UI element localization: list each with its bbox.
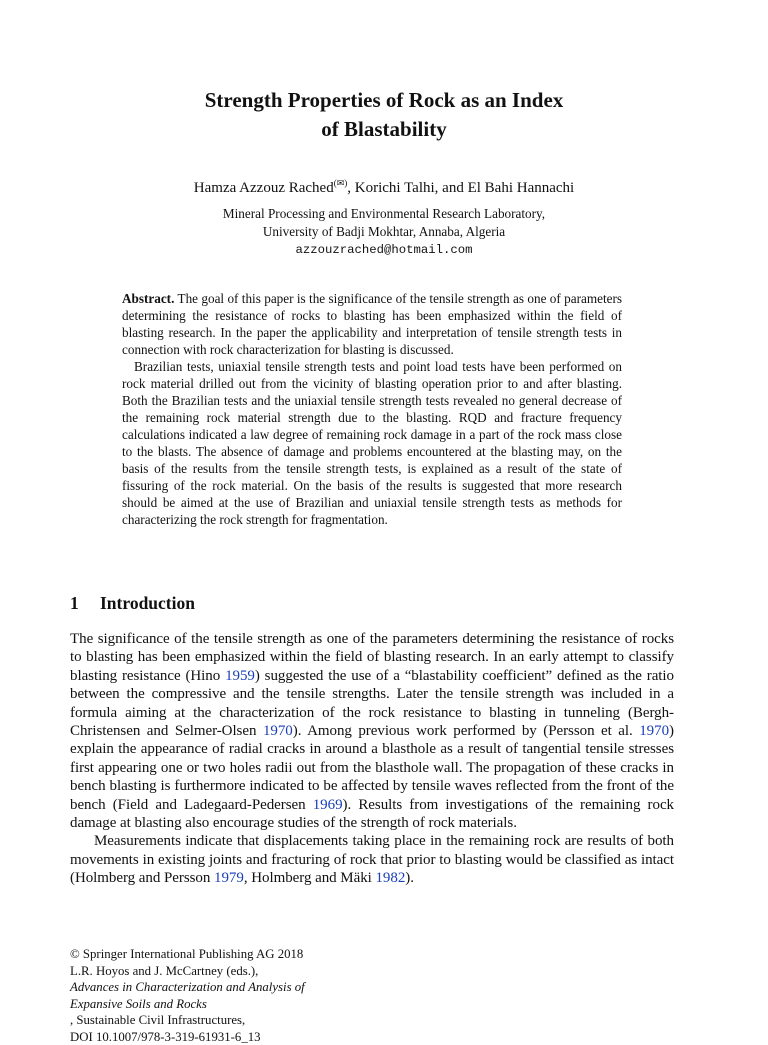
citation-year-link[interactable]: 1979 [214, 870, 244, 886]
book-title-part-1: Advances in Characterization and Analysis of [70, 980, 305, 994]
intro-text-run: ) suggested the use of a “blastability coefficient” defined as the ratio between the compressive and the tensile strengths. Later the tensile strength was included in a formula aiming at the characterization of the rock resistance to blasting in tunneling (Bergh-Christensen and Selmer-Olsen [70, 668, 674, 739]
abstract-paragraph-1 [122, 290, 622, 358]
affiliation-line-1: Mineral Processing and Environmental Research Laboratory, [0, 205, 768, 223]
doi-line: DOI 10.1007/978-3-319-61931-6_13 [70, 1029, 690, 1045]
title-line-1: Strength Properties of Rock as an Index [0, 86, 768, 115]
affiliation-line-2: University of Badji Mokhtar, Annaba, Algeria [0, 223, 768, 241]
intro-text-run: Measurements indicate that displacements taking place in the remaining rock are results of both movements in existing joints and fracturing of rock that prior to blasting would be classified as intact (Holmberg and Persson [70, 833, 674, 886]
intro-text-run: ) explain the appearance of radial cracks in around a blasthole as a result of tangential tensile stresses first appearing one or two holes radii out from the blasthole wall. The propagation of these cracks in bench blasting is furthermore indicated to be affected by tensile waves reflected from the front of the bench (Field and Ladegaard-Pedersen [70, 723, 674, 813]
author-email: azzouzrached@hotmail.com [0, 241, 768, 259]
copyright-line: © Springer International Publishing AG 2018 [70, 946, 690, 963]
section-number: 1 [70, 591, 100, 615]
citation-year-link[interactable]: 1970 [639, 723, 669, 739]
book-title-part-2: Expansive Soils and Rocks [70, 997, 207, 1011]
intro-paragraph-1 [70, 630, 674, 832]
abstract [122, 290, 622, 528]
section-heading [70, 591, 195, 615]
intro-text-run: ). [405, 870, 414, 886]
editors-text: L.R. Hoyos and J. McCartney (eds.), [70, 963, 690, 980]
title-line-2: of Blastability [0, 115, 768, 144]
corresponding-author: Hamza Azzouz Rached [194, 180, 334, 196]
paper-title [0, 86, 768, 144]
abstract-paragraph-2: Brazilian tests, uniaxial tensile strength tests and point load tests have been performed on rock material drilled out from the vicinity of blasting operation prior to and after blasting. Both the Brazilian tests and the uniaxial tensile strength tests revealed no general decrease of the remaining rock material strength due to the blasting. RQD and fracture frequency calculations indicated a law degree of remaining rock damage in a part of the rock mass close to the blasts. The absence of damage and problems encountered at the blasting may, on the basis of the results from the tensile strength tests, is explained as a result of the state of fissuring of the rock material. On the basis of the results is suggested that more research should be aimed at the use of Brazilian and uniaxial tensile strength tests as methods for characterizing the rock strength for fragmentation. [122, 358, 622, 528]
intro-paragraph-2 [70, 832, 674, 887]
intro-text-run: ). Among previous work performed by (Persson et al. [293, 723, 639, 739]
series-text: , Sustainable Civil Infrastructures, [70, 1012, 690, 1029]
citation-year-link[interactable]: 1970 [263, 723, 293, 739]
section-title: Introduction [100, 593, 195, 613]
envelope-icon: (✉) [334, 178, 348, 188]
citation-year-link[interactable]: 1959 [225, 668, 255, 684]
abstract-label: Abstract. [122, 291, 174, 306]
introduction-body [70, 630, 674, 888]
intro-text-run: The significance of the tensile strength as one of the parameters determining the resistance of rocks to blasting has been emphasized within the field of blasting research. In an early attempt to classify blasting resistance (Hino [70, 631, 674, 684]
book-citation-line-1 [70, 963, 690, 996]
citation-year-link[interactable]: 1982 [375, 870, 405, 886]
co-authors: , Korichi Talhi, and El Bahi Hannachi [347, 180, 574, 196]
author-list [0, 173, 768, 198]
citation-year-link[interactable]: 1969 [313, 797, 343, 813]
affiliation [0, 205, 768, 259]
abstract-text-1: The goal of this paper is the significance of the tensile strength as one of parameters determining the resistance of rocks to blasting has been emphasized within the field of blasting research. In the paper the applicability and interpretation of tensile strength tests in connection with rock characterization for blasting is discussed. [122, 291, 622, 357]
publication-footer [70, 946, 690, 1045]
intro-text-run: ). Results from investigations of the remaining rock damage at blasting also encourage studies of the strength of rock materials. [70, 797, 674, 831]
intro-text-run: , Holmberg and Mäki [244, 870, 376, 886]
